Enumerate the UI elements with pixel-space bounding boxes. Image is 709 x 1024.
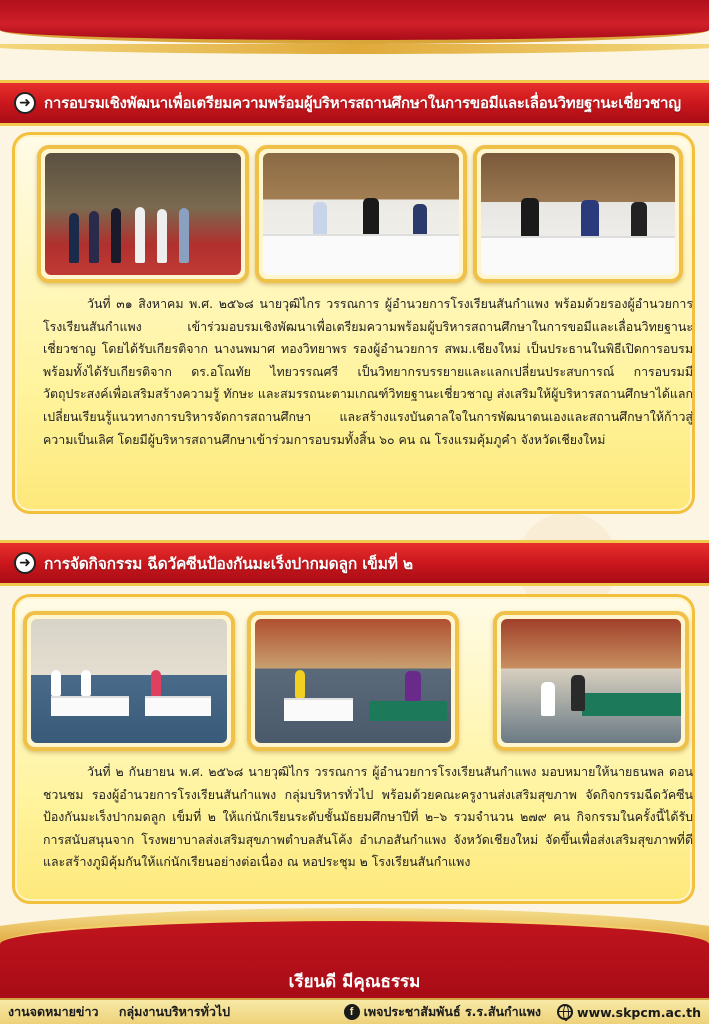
- footer-bar: [0, 998, 709, 1024]
- section-2-header: [0, 540, 709, 586]
- section-1-header: [0, 80, 709, 126]
- newsletter-label: งานจดหมายข่าว: [8, 1004, 99, 1019]
- section-1-panel: [12, 132, 695, 514]
- facebook-icon: f: [344, 1004, 360, 1020]
- section-2-panel: [12, 594, 695, 904]
- arrow-right-circle-icon: ➜: [14, 92, 36, 114]
- section-1-body: วันที่ ๓๑ สิงหาคม พ.ศ. ๒๕๖๘ นายวุฒิไกร วรรณการ ผู้อำนวยการโรงเรียนสันกำแพง พร้อมด้วยรองผู้อำนวยการโรงเรียนสันกำแพง เข้าร่วมอบรมเชิงพัฒนาเพื่อเตรียมความพร้อมผู้บริหารสถานศึกษาในการขอมีและเลื่อนวิทยฐานะเชี่ยวชาญ โดยได้รับเกียรติจาก นางนพมาศ ทองวิทยาพร รองผู้อำนวยการ สพม.เชียงใหม่ เป็นประธานในพิธีเปิดการอบรม พร้อมทั้งได้รับเกียรติจาก ดร.อโณทัย ไทยวรรณศรี เป็นวิทยากรบรรยายและแลกเปลี่ยนประสบการณ์ การอบรมมีวัตถุประสงค์เพื่อเสริมสร้างความรู้ ทักษะ และสมรรถนะตามเกณฑ์วิทยฐานะเชี่ยวชาญ ส่งเสริมให้ผู้บริหารสถานศึกษาได้แลกเปลี่ยนเรียนรู้แนวทางการบริหารจัดการสถานศึกษา และสร้างแรงบันดาลใจในการพัฒนาตนเองและสถานศึกษาให้ก้าวสู่ความเป็นเลิศ โดยมีผู้บริหารสถานศึกษาเข้าร่วมการอบรมทั้งสิ้น ๖๐ คน ณ โรงแรมคุ้มภูคำ จังหวัดเชียงใหม่: [43, 296, 693, 447]
- section-1-photo-3: [473, 145, 683, 283]
- section-2-photo-2: [247, 611, 459, 751]
- section-1-photo-1: [37, 145, 249, 283]
- section-2-photo-3: [493, 611, 689, 751]
- admin-group-label: กลุ่มงานบริหารทั่วไป: [118, 1004, 231, 1019]
- school-motto: เรียนดี มีคุณธรรม: [288, 972, 421, 992]
- arrow-right-circle-icon: ➜: [14, 552, 36, 574]
- top-banner: [0, 0, 709, 44]
- section-2-photo-1: [23, 611, 235, 751]
- section-1-title: การอบรมเชิงพัฒนาเพื่อเตรียมความพร้อมผู้บริหารสถานศึกษาในการขอมีและเลื่อนวิทยฐานะเชี่ยวชาญ: [44, 94, 681, 112]
- section-2-body: วันที่ ๒ กันยายน พ.ศ. ๒๕๖๘ นายวุฒิไกร วรรณการ ผู้อำนวยการโรงเรียนสันกำแพง มอบหมายให้นายธนพล ดอนชวนชม รองผู้อำนวยการโรงเรียนสันกำแพง กลุ่มบริหารทั่วไป พร้อมด้วยคณะครูงานส่งเสริมสุขภาพ จัดกิจกรรมฉีดวัคซีนป้องกันมะเร็งปากมดลูก เข็มที่ ๒ ให้แก่นักเรียนระดับชั้นมัธยมศึกษาปีที่ ๒–๖ รวมจำนวน ๒๗๙ คน กิจกรรมในครั้งนี้ได้รับการสนับสนุนจาก โรงพยาบาลส่งเสริมสุขภาพตำบลสันโค้ง อำเภอสันกำแพง จังหวัดเชียงใหม่ จัดขึ้นเพื่อส่งเสริมสุขภาพที่ดีและสร้างภูมิคุ้มกันให้แก่นักเรียนอย่างต่อเนื่อง ณ หอประชุม ๒ โรงเรียนสันกำแพง: [43, 764, 693, 870]
- facebook-page-link[interactable]: เพจประชาสัมพันธ์ ร.ร.สันกำแพง: [363, 1004, 542, 1019]
- section-1-photo-2: [255, 145, 467, 283]
- globe-icon: [557, 1004, 573, 1020]
- section-2-title: การจัดกิจกรรม ฉีดวัคซีนป้องกันมะเร็งปากมดลูก เข็มที่ ๒: [44, 554, 413, 573]
- website-link[interactable]: www.skpcm.ac.th: [577, 1004, 701, 1020]
